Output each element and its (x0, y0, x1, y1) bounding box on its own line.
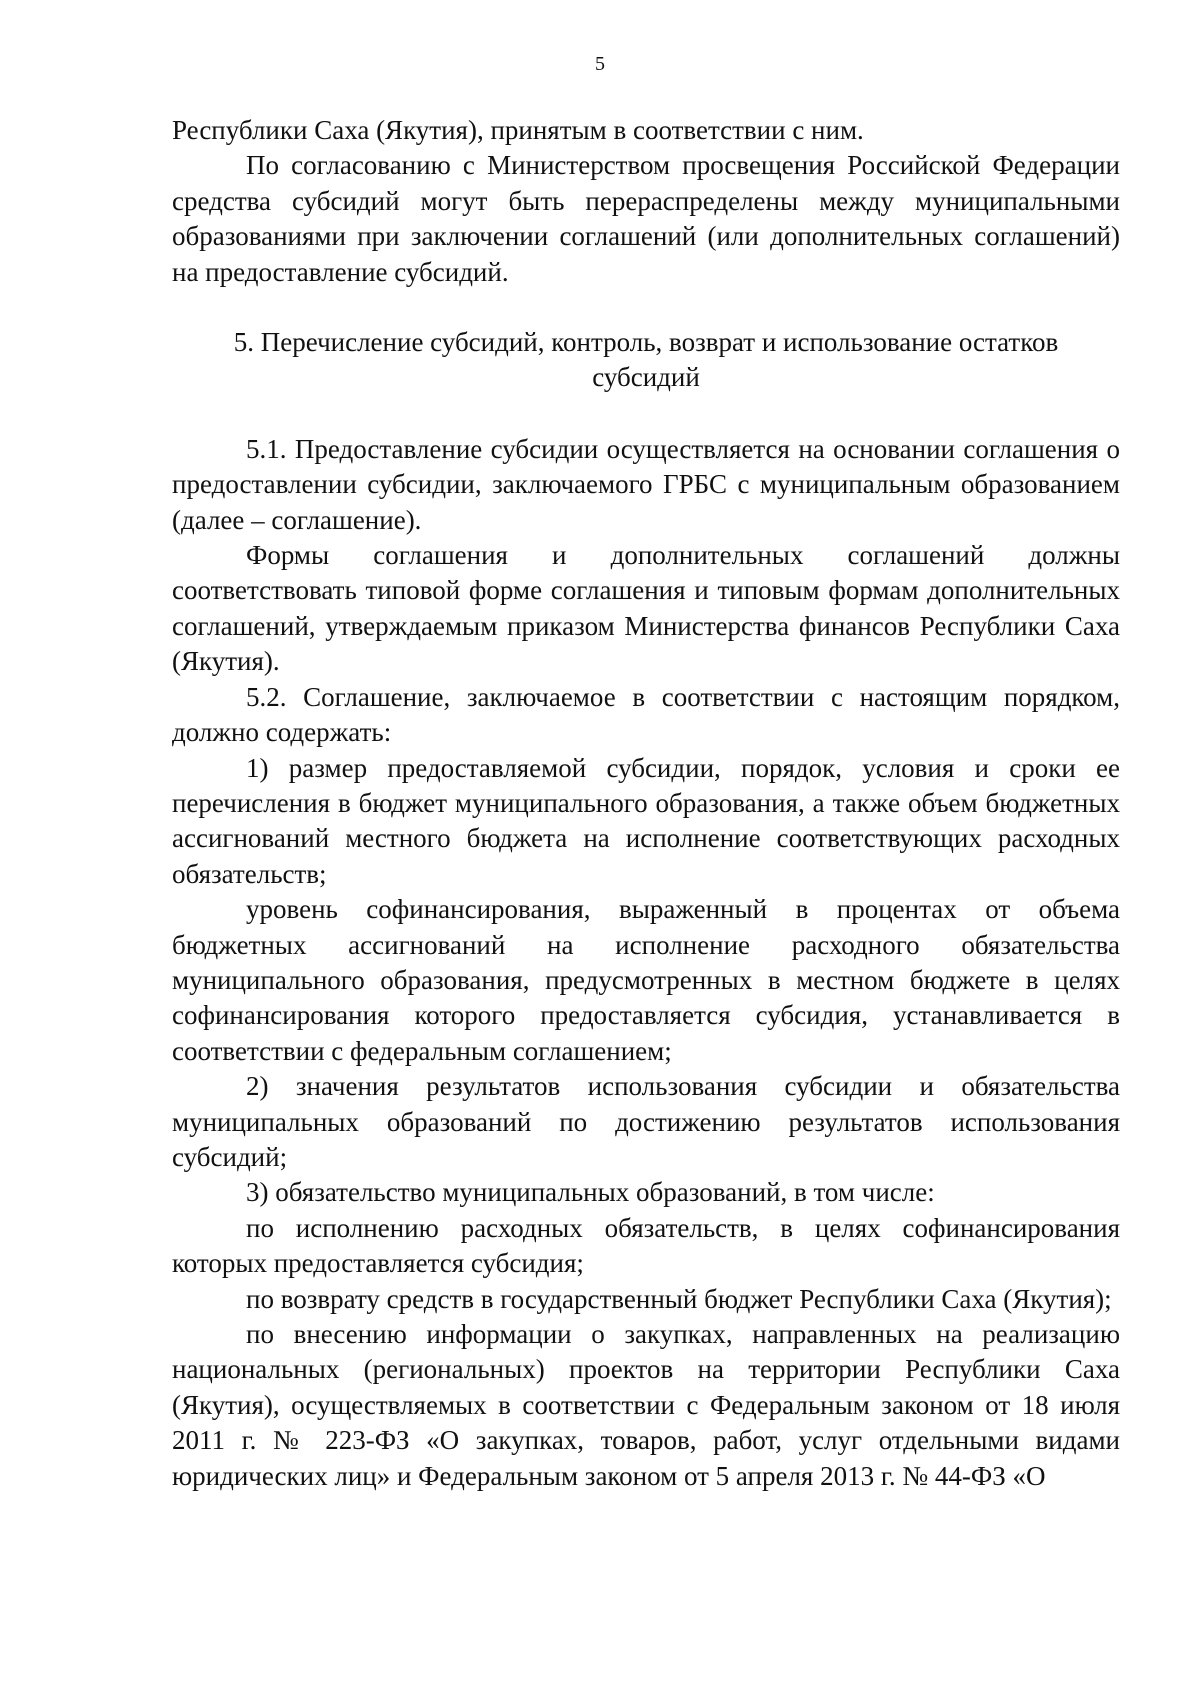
paragraph-obligation-return: по возврату средств в государственный бюджет Республики Саха (Якутия); (246, 1283, 1112, 1314)
list-item-2: 2) значения результатов использования субсидии и обязательства муниципальных образований по достижению результатов использования субсидий; (172, 1071, 1120, 1172)
paragraph-5-1: 5.1. Предоставление субсидии осуществляется на основании соглашения о предоставлении субсидии, заключаемого ГРБС с муниципальным образованием (далее – соглашение). (172, 433, 1120, 535)
paragraph-continuation: Республики Саха (Якутия), принятым в соответствии с ним. (172, 115, 864, 145)
paragraph-cofinancing-level: уровень софинансирования, выраженный в процентах от объема бюджетных ассигнований на исполнение расходного обязательства муниципального образования, предусмотренных в местном бюджете в целях софинансирования которого предоставляется субсидия, устанавливается в соответствии с федеральным соглашением; (172, 894, 1120, 1066)
paragraph-5-2: 5.2. Соглашение, заключаемое в соответствии с настоящим порядком, должно содержать: (172, 681, 1120, 748)
document-body (172, 113, 1120, 1494)
paragraph-redistribution: По согласованию с Министерством просвещения Российской Федерации средства субсидий могут быть перераспределены между муниципальными образованиями при заключении соглашений (или дополнительных соглашений) на предоставление субсидий. (172, 150, 1120, 287)
page-number: 5 (595, 53, 605, 75)
paragraph-agreement-forms: Формы соглашения и дополнительных соглашений должны соответствовать типовой форме соглашения и типовым формам дополнительных соглашений, утверждаемым приказом Министерства финансов Республики Саха (Якутия). (172, 540, 1120, 677)
list-item-1: 1) размер предоставляемой субсидии, порядок, условия и сроки ее перечисления в бюджет муниципального образования, а также объем бюджетных ассигнований местного бюджета на исполнение соответствующих расходных обязательств; (172, 752, 1120, 889)
paragraph-obligation-expenditure: по исполнению расходных обязательств, в целях софинансирования которых предоставляется субсидия; (172, 1212, 1120, 1279)
paragraph-obligation-procurement: по внесению информации о закупках, направленных на реализацию национальных (региональных) проектов на территории Республики Саха (Якутия), осуществляемых в соответствии с Федеральным законом от 18 июля 2011 г. № 223-ФЗ «О закупках, товаров, работ, услуг отдельными видами юридических лиц» и Федеральным законом от 5 апреля 2013 г. № 44-ФЗ «О (172, 1319, 1120, 1491)
section-heading: 5. Перечисление субсидий, контроль, возврат и использование остатков субсидий (233, 327, 1059, 393)
list-item-3: 3) обязательство муниципальных образований, в том числе: (246, 1177, 935, 1208)
